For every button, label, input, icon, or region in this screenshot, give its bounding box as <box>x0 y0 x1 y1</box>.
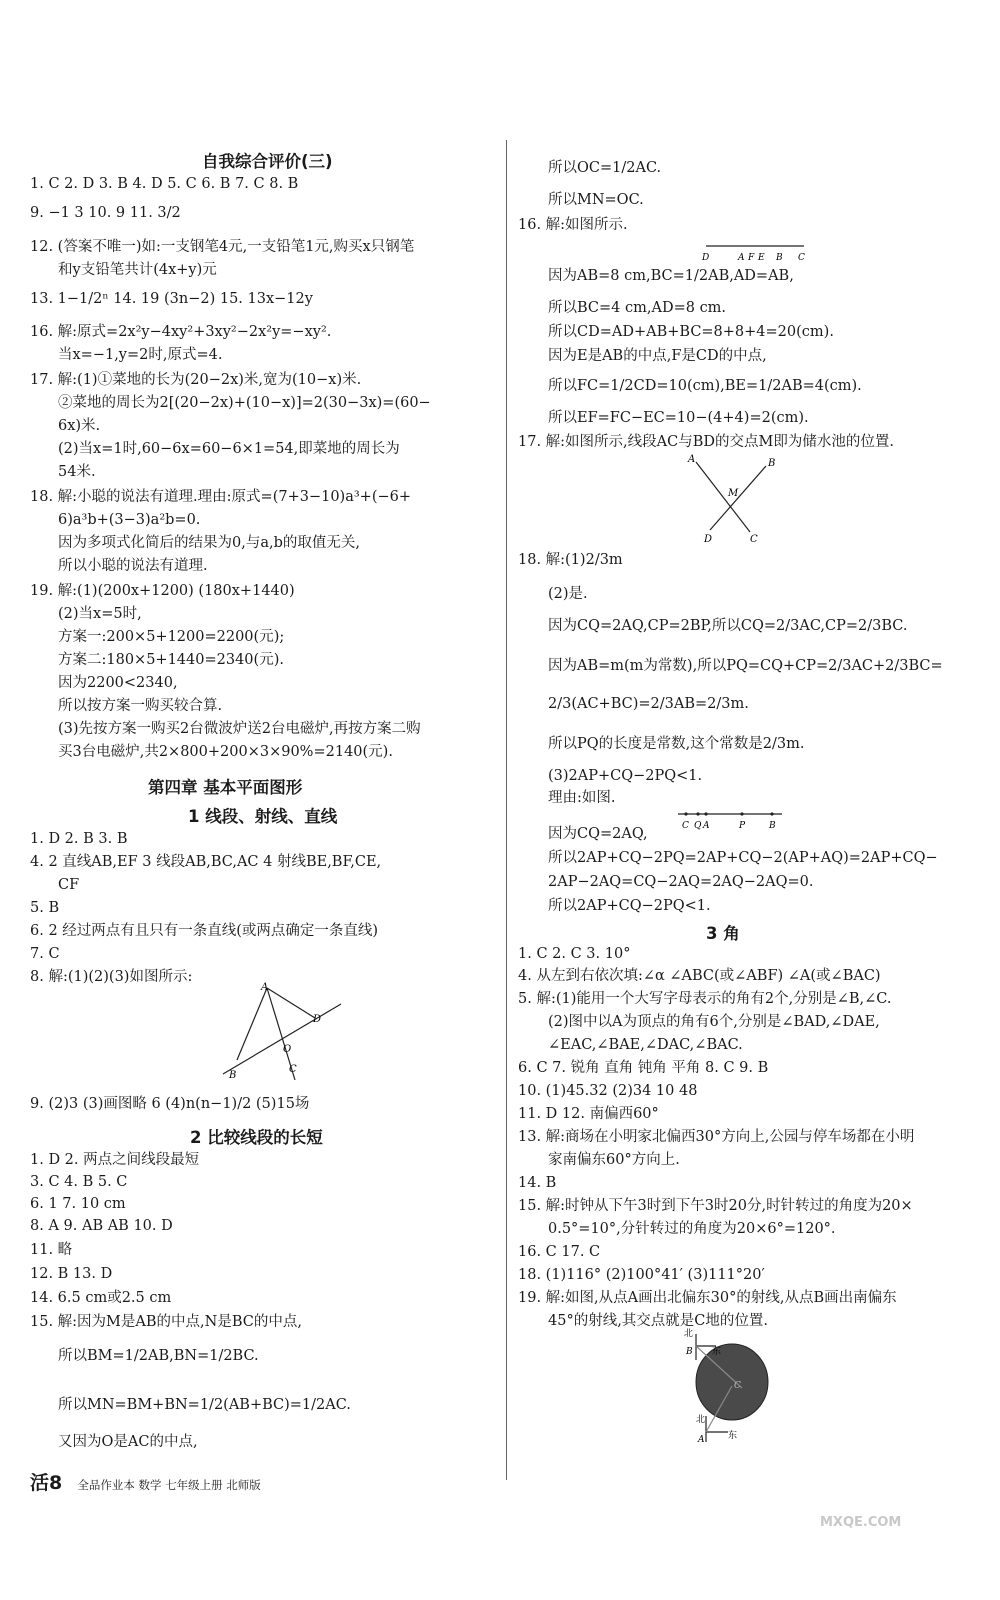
answer-line: 14. 6.5 cm或2.5 cm <box>30 1290 172 1306</box>
answer-line: 6x)米. <box>58 418 101 434</box>
answer-line: 1. D 2. 两点之间线段最短 <box>30 1152 200 1168</box>
segment-figure <box>700 240 810 262</box>
answer-line: 因为E是AB的中点,F是CD的中点, <box>548 348 767 364</box>
answer-line: 4. 从左到右依次填:∠α ∠ABC(或∠ABF) ∠A(或∠BAC) <box>518 968 881 984</box>
section-title-compare: 2 比较线段的长短 <box>190 1128 323 1147</box>
answer-line: 11. 略 <box>30 1242 73 1258</box>
answer-line: 所以BM=1/2AB,BN=1/2BC. <box>58 1348 259 1364</box>
answer-line: 2AP−2AQ=CQ−2AQ=2AQ−2AQ=0. <box>548 874 814 890</box>
answer-line: 所以MN=BM+BN=1/2(AB+BC)=1/2AC. <box>58 1397 351 1413</box>
figure-label: C <box>798 253 805 262</box>
answer-line: 16. 解:如图所示. <box>518 217 628 233</box>
answer-line: 方案二:180×5+1440=2340(元). <box>58 652 284 668</box>
answer-line: 9. (2)3 (3)画图略 6 (4)n(n−1)/2 (5)15场 <box>30 1096 310 1112</box>
answer-line: (2)图中以A为顶点的角有6个,分别是∠BAD,∠DAE, <box>548 1014 880 1030</box>
answer-line: 当x=−1,y=2时,原式=4. <box>58 347 223 363</box>
figure-label: C <box>289 1064 297 1075</box>
triangle-figure <box>215 980 345 1080</box>
answer-line: 和y支铅笔共计(4x+y)元 <box>58 262 217 278</box>
figure-label: C <box>682 821 689 831</box>
figure-label: 东 <box>728 1431 738 1441</box>
answer-line: 45°的射线,其交点就是C地的位置. <box>548 1313 769 1329</box>
answer-line: 54米. <box>58 464 96 480</box>
answer-line: 8. 解:(1)(2)(3)如图所示: <box>30 969 193 985</box>
answer-line: 又因为O是AC的中点, <box>58 1434 198 1450</box>
figure-label: B <box>229 1070 237 1080</box>
answer-line: 10. (1)45.32 (2)34 10 48 <box>518 1083 698 1099</box>
answer-line: 17. 解:如图所示,线段AC与BD的交点M即为储水池的位置. <box>518 434 894 450</box>
answer-line: 所以2AP+CQ−2PQ<1. <box>548 898 711 914</box>
answer-line: 所以EF=FC−EC=10−(4+4)=2(cm). <box>548 410 809 426</box>
page-footer <box>30 1468 261 1495</box>
answer-line: 家南偏东60°方向上. <box>548 1152 680 1168</box>
figure-label: D <box>313 1014 322 1025</box>
answer-line: (3)先按方案一购买2台微波炉送2台电磁炉,再按方案二购 <box>58 721 421 737</box>
answer-line: 5. 解:(1)能用一个大写字母表示的角有2个,分别是∠B,∠C. <box>518 991 892 1007</box>
answer-line: (2)是. <box>548 586 588 602</box>
answer-line: 所以OC=1/2AC. <box>548 160 662 176</box>
figure-label: 东 <box>712 1347 722 1357</box>
answer-line: 方案一:200×5+1200=2200(元); <box>58 629 285 645</box>
answer-line: 12. (答案不唯一)如:一支钢笔4元,一支铅笔1元,购买x只钢笔 <box>30 239 415 255</box>
answer-line: 19. 解:如图,从点A画出北偏东30°的射线,从点B画出南偏东 <box>518 1290 897 1306</box>
answer-line: 15. 解:因为M是AB的中点,N是BC的中点, <box>30 1314 302 1330</box>
answer-line: 18. 解:小聪的说法有道理.理由:原式=(7+3−10)a³+(−6+ <box>30 489 411 505</box>
answer-line: 8. A 9. AB AB 10. D <box>30 1218 173 1234</box>
answer-line: 所以按方案一购买较合算. <box>58 698 223 714</box>
answer-line: 18. (1)116° (2)100°41′ (3)111°20′ <box>518 1267 765 1283</box>
answer-line: 因为2200<2340, <box>58 675 178 691</box>
answer-line: 9. −1 3 10. 9 11. 3/2 <box>30 205 181 221</box>
answer-line: 0.5°=10°,分针转过的角度为20×6°=120°. <box>548 1221 836 1237</box>
compass-region-figure <box>676 1326 776 1446</box>
answer-line: 2/3(AC+BC)=2/3AB=2/3m. <box>548 696 749 712</box>
watermark: MXQE.COM <box>820 1515 902 1530</box>
answer-line: 6. 2 经过两点有且只有一条直线(或两点确定一条直线) <box>30 923 379 939</box>
answer-line: 4. 2 直线AB,EF 3 线段AB,BC,AC 4 射线BE,BF,CE, <box>30 854 382 870</box>
figure-label: D <box>704 534 713 544</box>
answer-line: 18. 解:(1)2/3m <box>518 552 623 568</box>
figure-label: C <box>734 1381 741 1391</box>
answer-line: 6)a³b+(3−3)a²b=0. <box>58 512 201 528</box>
answer-line: 7. C <box>30 946 60 962</box>
answer-line: ②菜地的周长为2[(20−2x)+(10−x)]=2(30−3x)=(60− <box>58 395 431 411</box>
answer-line: 12. B 13. D <box>30 1266 113 1282</box>
answer-line: CF <box>58 877 80 893</box>
answer-line: (2)当x=1时,60−6x=60−6×1=54,即菜地的周长为 <box>58 441 400 457</box>
figure-label: O <box>283 1044 292 1055</box>
page-number: 活8 <box>30 1472 63 1494</box>
answer-line: 6. C 7. 锐角 直角 钝角 平角 8. C 9. B <box>518 1060 769 1076</box>
column-divider <box>506 140 507 1480</box>
answer-line: 1. C 2. D 3. B 4. D 5. C 6. B 7. C 8. B <box>30 176 299 192</box>
answer-line: 因为AB=m(m为常数),所以PQ=CQ+CP=2/3AC+2/3BC= <box>548 658 943 674</box>
figure-label: 北 <box>684 1329 694 1339</box>
figure-label: D <box>702 253 710 262</box>
answer-line: 1. C 2. C 3. 10° <box>518 946 631 962</box>
figure-label: F <box>748 253 755 262</box>
answer-line: 所以2AP+CQ−2PQ=2AP+CQ−2(AP+AQ)=2AP+CQ− <box>548 850 938 866</box>
answer-line: 3. C 4. B 5. C <box>30 1174 128 1190</box>
figure-label: A <box>698 1435 705 1445</box>
answer-line: 所以PQ的长度是常数,这个常数是2/3m. <box>548 736 805 752</box>
number-line-figure <box>676 808 786 832</box>
figure-label: B <box>769 821 776 831</box>
answer-line: 买3台电磁炉,共2×800+200×3×90%=2140(元). <box>58 744 393 760</box>
answer-line: (2)当x=5时, <box>58 606 142 622</box>
answer-line: 16. 解:原式=2x²y−4xy²+3xy²−2x²y=−xy². <box>30 324 332 340</box>
answer-line: 5. B <box>30 900 60 916</box>
figure-label: A <box>703 821 710 831</box>
figure-label: 北 <box>696 1415 706 1425</box>
answer-line: 17. 解:(1)①菜地的长为(20−2x)米,宽为(10−x)米. <box>30 372 362 388</box>
answer-line: 1. D 2. B 3. B <box>30 831 128 847</box>
section-title-angles: 3 角 <box>706 924 740 943</box>
answer-line: 所以小聪的说法有道理. <box>58 558 208 574</box>
answer-line: 因为CQ=2AQ,CP=2BP,所以CQ=2/3AC,CP=2/3BC. <box>548 618 908 634</box>
figure-label: B <box>768 458 776 469</box>
answer-line: 6. 1 7. 10 cm <box>30 1196 126 1212</box>
answer-line: 所以MN=OC. <box>548 192 644 208</box>
answer-line: ∠EAC,∠BAE,∠DAC,∠BAC. <box>548 1037 743 1053</box>
figure-label: P <box>739 821 746 831</box>
figure-label: Q <box>694 821 702 831</box>
answer-line: 15. 解:时钟从下午3时到下午3时20分,时针转过的角度为20× <box>518 1198 913 1214</box>
crossing-segments-figure <box>680 452 790 544</box>
answer-line: (3)2AP+CQ−2PQ<1. <box>548 768 703 784</box>
figure-label: A <box>688 454 696 465</box>
figure-label: B <box>686 1347 693 1357</box>
answer-line: 因为多项式化简后的结果为0,与a,b的取值无关, <box>58 535 360 551</box>
answer-line: 因为AB=8 cm,BC=1/2AB,AD=AB, <box>548 268 794 284</box>
figure-label: A <box>261 982 269 993</box>
figure-label: B <box>776 253 783 262</box>
section-title-lines: 1 线段、射线、直线 <box>188 807 338 826</box>
answer-line: 所以BC=4 cm,AD=8 cm. <box>548 300 727 316</box>
answer-line: 14. B <box>518 1175 557 1191</box>
figure-label: E <box>758 253 765 262</box>
answer-line: 13. 1−1/2ⁿ 14. 19 (3n−2) 15. 13x−12y <box>30 291 313 307</box>
section-title-self-evaluation: 自我综合评价(三) <box>202 152 333 171</box>
answer-line: 11. D 12. 南偏西60° <box>518 1106 659 1122</box>
chapter-title: 第四章 基本平面图形 <box>148 778 303 797</box>
answer-line: 因为CQ=2AQ, <box>548 826 648 842</box>
answer-line: 理由:如图. <box>548 790 616 806</box>
figure-label: C <box>750 534 758 544</box>
answer-line: 所以FC=1/2CD=10(cm),BE=1/2AB=4(cm). <box>548 378 862 394</box>
figure-label: M <box>728 488 739 499</box>
book-info: 全品作业本 数学 七年级上册 北师版 <box>77 1478 261 1492</box>
answer-line: 19. 解:(1)(200x+1200) (180x+1440) <box>30 583 295 599</box>
figure-label: A <box>738 253 745 262</box>
answer-line: 所以CD=AD+AB+BC=8+8+4=20(cm). <box>548 324 834 340</box>
answer-line: 16. C 17. C <box>518 1244 601 1260</box>
answer-line: 13. 解:商场在小明家北偏西30°方向上,公园与停车场都在小明 <box>518 1129 915 1145</box>
